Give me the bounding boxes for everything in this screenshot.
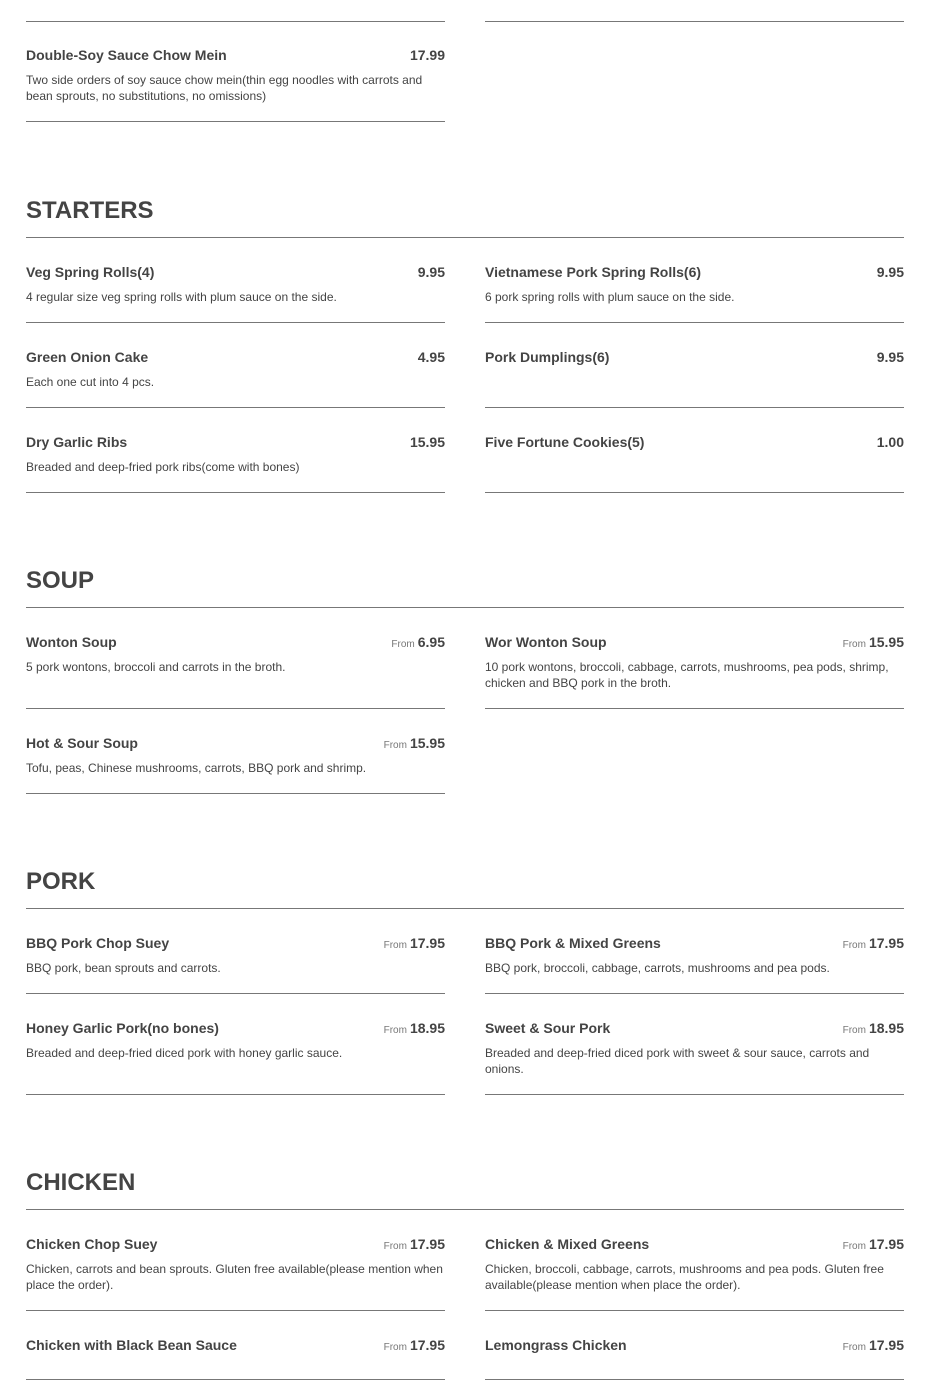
menu-item[interactable] — [485, 909, 904, 994]
menu-item-header — [485, 1020, 904, 1038]
price-block — [843, 634, 904, 652]
menu-item[interactable] — [26, 23, 445, 122]
menu-section — [26, 868, 904, 1095]
menu-item-price: 9.95 — [876, 264, 904, 280]
menu-item[interactable] — [26, 994, 445, 1095]
menu-item[interactable] — [26, 238, 445, 323]
menu-item-header — [485, 434, 904, 452]
section-title: SOUP — [26, 567, 904, 608]
menu-item-description: BBQ pork, broccoli, cabbage, carrots, mushrooms and pea pods. — [485, 961, 830, 975]
price-block — [877, 349, 904, 367]
section-title: CHICKEN — [26, 1169, 904, 1210]
menu-item[interactable] — [26, 608, 445, 709]
menu-item[interactable] — [26, 0, 445, 22]
price-from-label: From — [842, 639, 866, 650]
menu-item-price: 15.95 — [409, 735, 445, 751]
section-title: STARTERS — [26, 197, 904, 238]
menu-item-name: Lemongrass Chicken — [485, 1337, 627, 1353]
menu-item-header — [26, 935, 445, 953]
price-block — [391, 634, 445, 652]
price-block — [384, 1337, 445, 1355]
price-from-label: From — [842, 1241, 866, 1252]
price-from-label: From — [383, 940, 407, 951]
menu-item-price: 4.95 — [417, 349, 445, 365]
menu-item-price: 17.95 — [868, 935, 904, 951]
menu-item-header — [485, 349, 904, 367]
section-items-grid — [26, 1210, 904, 1380]
price-block — [418, 349, 445, 367]
menu-item-price: 15.95 — [409, 434, 445, 450]
menu-item-header — [26, 1236, 445, 1254]
menu-item[interactable] — [26, 709, 445, 794]
menu-item-name: Green Onion Cake — [26, 349, 149, 365]
price-from-label: From — [383, 740, 407, 751]
menu-item-header — [485, 634, 904, 652]
menu-item[interactable] — [485, 994, 904, 1095]
price-block — [843, 1020, 904, 1038]
menu-item[interactable] — [485, 408, 904, 493]
menu-item-description: Breaded and deep-fried pork ribs(come with bones) — [26, 460, 300, 474]
menu-item-name: Double-Soy Sauce Chow Mein — [26, 47, 227, 63]
menu-item-header — [26, 264, 445, 282]
price-block — [877, 434, 904, 452]
menu-item-header — [485, 935, 904, 953]
menu-item-header — [485, 1337, 904, 1355]
price-block — [384, 1236, 445, 1254]
menu-item-name: Wor Wonton Soup — [485, 634, 607, 650]
menu-item-description: 5 pork wontons, broccoli and carrots in the broth. — [26, 660, 286, 674]
menu-item-name: Chicken Chop Suey — [26, 1236, 158, 1252]
menu-item-price: 6.95 — [417, 634, 445, 650]
menu-item[interactable] — [485, 1210, 904, 1311]
menu-item-price: 17.95 — [409, 1337, 445, 1353]
menu-item-price: 9.95 — [876, 349, 904, 365]
menu-item-description: 4 regular size veg spring rolls with plum sauce on the side. — [26, 290, 337, 304]
menu-item-name: BBQ Pork Chop Suey — [26, 935, 170, 951]
menu-item[interactable] — [485, 323, 904, 408]
menu-item[interactable] — [26, 909, 445, 994]
price-from-label: From — [383, 1342, 407, 1353]
section-items-grid — [26, 238, 904, 493]
menu-item-name: Chicken with Black Bean Sauce — [26, 1337, 237, 1353]
price-block — [384, 935, 445, 953]
menu-item[interactable] — [485, 238, 904, 323]
menu-item-header — [485, 264, 904, 282]
menu-item-description: Two side orders of soy sauce chow mein(thin egg noodles with carrots and bean sprouts, no substitutions, no omissions) — [26, 73, 423, 103]
price-block — [877, 264, 904, 282]
price-block — [410, 47, 445, 65]
menu-item-description: Chicken, carrots and bean sprouts. Gluten free available(please mention when place the order). — [26, 1262, 443, 1292]
menu-item-header — [26, 349, 445, 367]
menu-item-price: 18.95 — [409, 1020, 445, 1036]
menu-item-header — [26, 1337, 445, 1355]
price-from-label: From — [842, 1025, 866, 1036]
menu-item[interactable] — [485, 1311, 904, 1380]
menu-item-description: BBQ pork, bean sprouts and carrots. — [26, 961, 221, 975]
menu-item-name: Hot & Sour Soup — [26, 735, 138, 751]
menu-item-name: Vietnamese Pork Spring Rolls(6) — [485, 264, 702, 280]
menu-item-description: Breaded and deep-fried diced pork with honey garlic sauce. — [26, 1046, 343, 1060]
menu-item-header — [485, 1236, 904, 1254]
menu-section — [26, 1169, 904, 1380]
price-from-label: From — [383, 1025, 407, 1036]
menu-item[interactable] — [26, 323, 445, 408]
price-from-label: From — [842, 1342, 866, 1353]
menu-item-description — [485, 0, 904, 1]
menu-item-header — [26, 634, 445, 652]
menu-item-name: BBQ Pork & Mixed Greens — [485, 935, 661, 951]
menu-item-price: 17.95 — [409, 1236, 445, 1252]
menu-item-price: 17.99 — [409, 47, 445, 63]
menu-item-price: 1.00 — [876, 434, 904, 450]
price-block — [410, 434, 445, 452]
price-block — [843, 1236, 904, 1254]
menu-item-name: Pork Dumplings(6) — [485, 349, 610, 365]
menu-page — [26, 0, 904, 1380]
price-from-label: From — [383, 1241, 407, 1252]
menu-item-header — [26, 47, 445, 65]
price-block — [384, 1020, 445, 1038]
menu-item-header — [26, 434, 445, 452]
section-items-grid — [26, 608, 904, 794]
menu-item[interactable] — [26, 1210, 445, 1311]
menu-item-header — [26, 1020, 445, 1038]
menu-item-name: Dry Garlic Ribs — [26, 434, 128, 450]
menu-item-price: 18.95 — [868, 1020, 904, 1036]
menu-item-description: Chicken, broccoli, cabbage, carrots, mushrooms and pea pods. Gluten free available(please mention when place the order). — [485, 1262, 884, 1292]
menu-item-name: Honey Garlic Pork(no bones) — [26, 1020, 219, 1036]
menu-item-description: 6 pork spring rolls with plum sauce on the side. — [485, 290, 735, 304]
price-from-label: From — [391, 639, 415, 650]
price-block — [843, 1337, 904, 1355]
section-title: PORK — [26, 868, 904, 909]
price-block — [418, 264, 445, 282]
menu-item-name: Five Fortune Cookies(5) — [485, 434, 645, 450]
menu-item[interactable] — [485, 0, 904, 22]
price-block — [843, 935, 904, 953]
menu-item-description: Breaded and deep-fried diced pork with sweet & sour sauce, carrots and onions. — [485, 1046, 870, 1076]
menu-section — [26, 197, 904, 493]
menu-item-description: Tofu, peas, Chinese mushrooms, carrots, BBQ pork and shrimp. — [26, 761, 367, 775]
menu-item-name: Wonton Soup — [26, 634, 117, 650]
menu-item-description: 10 pork wontons, broccoli, cabbage, carrots, mushrooms, pea pods, shrimp, chicken and BBQ pork in the broth. — [485, 660, 889, 690]
menu-item[interactable] — [26, 1311, 445, 1380]
section-items-grid — [26, 909, 904, 1095]
menu-item-price: 15.95 — [868, 634, 904, 650]
price-from-label: From — [842, 940, 866, 951]
menu-item[interactable] — [485, 608, 904, 709]
menu-item-description: Each one cut into 4 pcs. — [26, 375, 155, 389]
top-items-grid — [26, 0, 904, 123]
menu-item-price: 17.95 — [868, 1337, 904, 1353]
menu-item-price: 9.95 — [417, 264, 445, 280]
menu-item-header — [26, 735, 445, 753]
menu-item-name: Chicken & Mixed Greens — [485, 1236, 650, 1252]
menu-item-name: Veg Spring Rolls(4) — [26, 264, 155, 280]
menu-item-price: 17.95 — [868, 1236, 904, 1252]
menu-item-name: Sweet & Sour Pork — [485, 1020, 611, 1036]
menu-item[interactable] — [26, 408, 445, 493]
menu-section — [26, 567, 904, 794]
menu-item-price: 17.95 — [409, 935, 445, 951]
price-block — [384, 735, 445, 753]
